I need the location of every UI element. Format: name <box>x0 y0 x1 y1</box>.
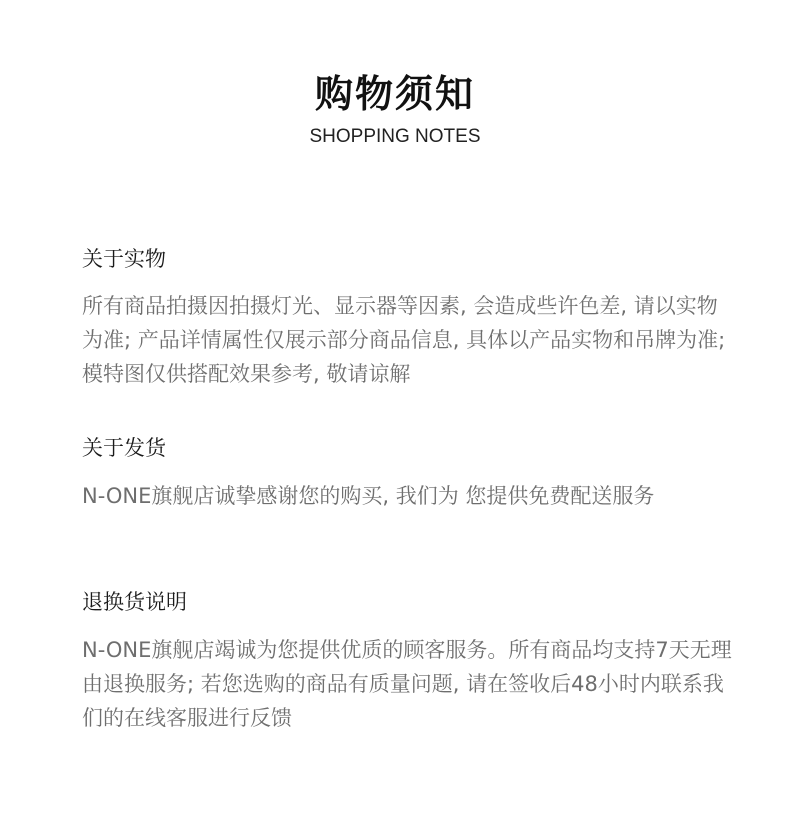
section-heading-product: 关于实物 <box>82 247 166 271</box>
page-title: 购物须知 <box>314 72 475 116</box>
section-body-returns: N-ONE旗舰店竭诚为您提供优质的顾客服务。所有商品均支持7天无理由退换服务; 若您选购的商品有质量问题, 请在签收后48小时内联系我们的在线客服进行反馈 <box>82 638 732 730</box>
section-heading-returns: 退换货说明 <box>82 590 187 614</box>
section-body-product: 所有商品拍摄因拍摄灯光、显示器等因素, 会造成些许色差, 请以实物为准; 产品详情属性仅展示部分商品信息, 具体以产品实物和吊牌为准; 模特图仅供搭配效果参考, 敬请谅解 <box>82 294 726 386</box>
page-subtitle: SHOPPING NOTES <box>309 126 481 147</box>
section-body-shipping: N-ONE旗舰店诚挚感谢您的购买, 我们为 您提供免费配送服务 <box>82 484 655 508</box>
section-heading-shipping: 关于发货 <box>82 436 166 460</box>
